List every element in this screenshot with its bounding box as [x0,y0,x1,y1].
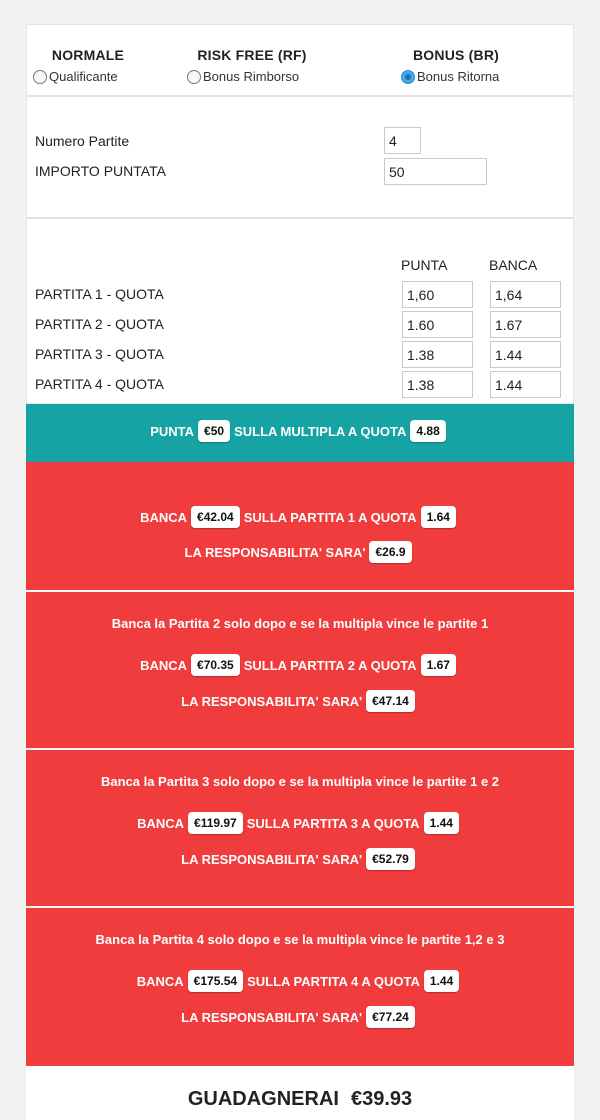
quote-row-label: PARTITA 4 - QUOTA [35,376,164,392]
responsabilita-line [26,848,574,870]
responsabilita-label: LA RESPONSABILITA' SARA' [181,1009,363,1025]
col-banca-header: BANCA [489,257,538,273]
col-punta-header: PUNTA [401,257,448,273]
punta-quote-input[interactable] [402,311,473,338]
banca-quote-input[interactable] [490,281,561,308]
mode-title: NORMALE [51,47,125,63]
responsabilita-label: LA RESPONSABILITA' SARA' [181,693,363,709]
punta-amount-badge: €50 [198,420,230,442]
punta-quote-input[interactable] [402,371,473,398]
banca-middle-text: SULLA PARTITA 1 A QUOTA [243,509,417,525]
banca-quote-input[interactable] [490,371,561,398]
radio-bonus-ritorna[interactable] [401,70,415,84]
punta-prefix: PUNTA [150,423,195,439]
banca-line [26,506,574,528]
banca-amount-badge: €175.54 [188,970,243,992]
responsabilita-line [26,541,574,563]
banca-block-4 [26,908,574,1066]
punta-summary-line [26,420,574,442]
banca-label: BANCA [137,815,185,831]
banca-note: Banca la Partita 3 solo dopo e se la multipla vince le partite 1 e 2 [100,774,500,789]
banca-block-2 [26,592,574,748]
multipla-quota-badge: 4.88 [410,420,445,442]
banca-quote-input[interactable] [490,341,561,368]
responsabilita-line [26,1006,574,1028]
profit-value: €39.93 [350,1088,413,1110]
banca-middle-text: SULLA PARTITA 2 A QUOTA [243,657,417,673]
quote-row-label: PARTITA 1 - QUOTA [35,286,164,302]
responsabilita-label: LA RESPONSABILITA' SARA' [184,544,366,560]
mode-option[interactable] [187,69,317,84]
banca-quote-input[interactable] [490,311,561,338]
banca-label: BANCA [140,509,188,525]
profit-label: GUADAGNERAI [187,1088,339,1110]
banca-quota-badge: 1.64 [421,506,456,528]
banca-amount-badge: €70.35 [191,654,240,676]
banca-quota-badge: 1.67 [421,654,456,676]
responsabilita-badge: €52.79 [366,848,415,870]
banca-label: BANCA [140,657,188,673]
quote-row-label: PARTITA 3 - QUOTA [35,346,164,362]
banca-quota-badge: 1.44 [424,970,459,992]
responsabilita-badge: €26.9 [369,541,411,563]
banca-amount-badge: €119.97 [188,812,243,834]
profit-total [26,1066,574,1120]
mode-option-label: Bonus Rimborso [203,69,300,84]
banca-middle-text: SULLA PARTITA 4 A QUOTA [247,973,420,989]
banca-note: Banca la Partita 4 solo dopo e se la multipla vince le partite 1,2 e 3 [95,932,505,947]
quotes-panel [26,218,574,404]
numero-partite-input[interactable] [384,127,421,154]
banca-middle-text: SULLA PARTITA 3 A QUOTA [246,815,420,831]
mode-option-label: Qualificante [49,69,118,84]
mode-normale[interactable] [33,47,143,84]
responsabilita-line [26,690,574,712]
responsabilita-label: LA RESPONSABILITA' SARA' [181,851,363,867]
mode-option-label: Bonus Ritorna [417,69,500,84]
mode-option[interactable] [401,69,511,84]
radio-qualificante[interactable] [33,70,47,84]
quote-row-label: PARTITA 2 - QUOTA [35,316,164,332]
mode-option[interactable] [33,69,143,84]
mode-title: RISK FREE (RF) [197,47,307,63]
importo-input[interactable] [384,158,487,185]
punta-middle-text: SULLA MULTIPLA A QUOTA [234,423,407,439]
punta-summary-band [26,404,574,462]
banca-line [26,970,574,992]
banca-quota-badge: 1.44 [424,812,459,834]
banca-block-1 [26,462,574,590]
mode-title: BONUS (BR) [413,47,499,63]
params-panel [26,96,574,218]
mode-risk-free[interactable] [187,47,317,84]
punta-quote-input[interactable] [402,281,473,308]
calculator-container [26,24,574,1120]
responsabilita-badge: €77.24 [366,1006,415,1028]
banca-block-3 [26,750,574,906]
punta-quote-input[interactable] [402,341,473,368]
responsabilita-badge: €47.14 [366,690,415,712]
banca-line [26,654,574,676]
radio-bonus-rimborso[interactable] [187,70,201,84]
banca-line [26,812,574,834]
banca-amount-badge: €42.04 [191,506,240,528]
importo-label: IMPORTO PUNTATA [35,163,166,179]
mode-bonus[interactable] [401,47,511,84]
numero-partite-label: Numero Partite [35,133,130,149]
mode-selector [26,24,574,96]
banca-label: BANCA [136,973,184,989]
banca-note: Banca la Partita 2 solo dopo e se la multipla vince le partite 1 [111,616,489,631]
